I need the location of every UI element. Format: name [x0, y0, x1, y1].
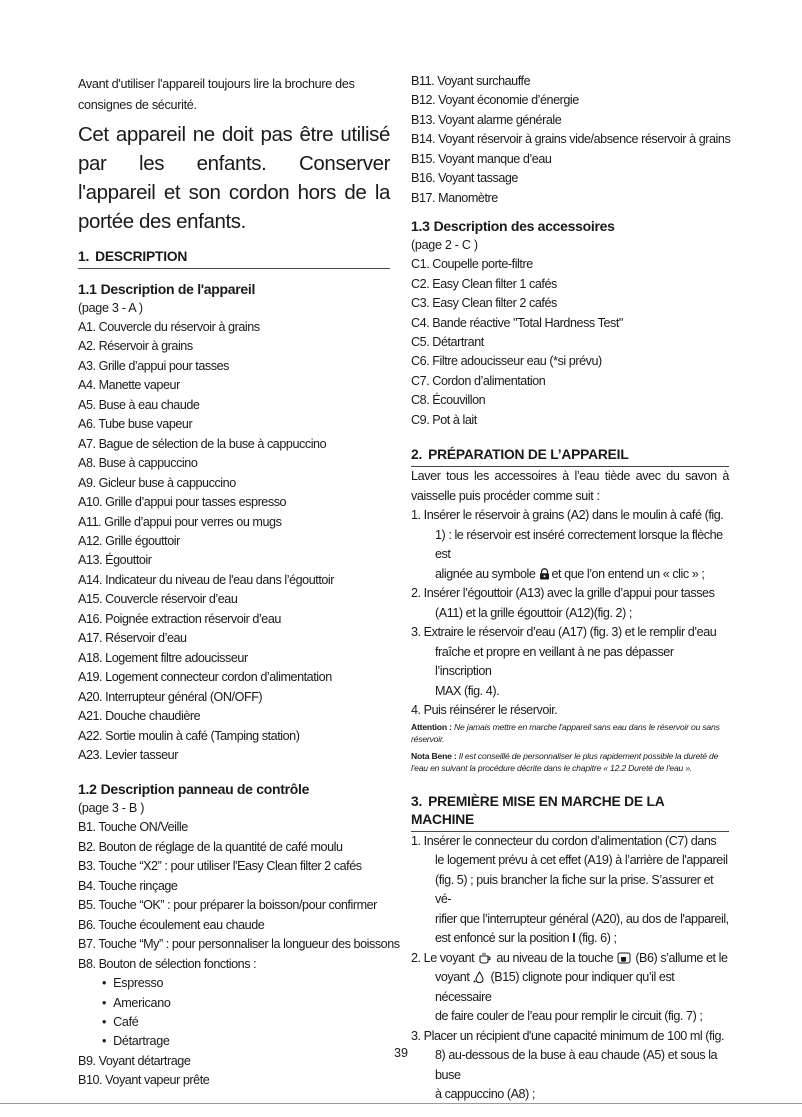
section-title: PREMIÈRE MISE EN MARCHE DE LA MACHINE: [411, 793, 665, 827]
appliance-parts-list: [78, 318, 390, 765]
right-column: [411, 72, 729, 1105]
preparation-intro: Laver tous les accessoires à l’eau tiède avec du savon à vaisselle puis procéder comme suit :: [411, 469, 729, 503]
list-item: A5. Buse à eau chaude: [78, 397, 200, 412]
preparation-step-4: 4. Puis réinsérer le réservoir.: [411, 703, 558, 718]
step-text: et que l’on entend un « clic » ;: [551, 566, 705, 581]
section-number: 3.: [411, 793, 423, 809]
list-item: C9. Pot à lait: [411, 412, 477, 427]
preparation-step-1: [411, 506, 729, 584]
step-text: alignée au symbole: [435, 566, 536, 581]
list-item: A20. Interrupteur général (ON/OFF): [78, 689, 263, 704]
list-item: A1. Couvercle du réservoir à grains: [78, 320, 260, 334]
switch-position: I: [572, 931, 576, 946]
list-item: • Détartrage: [102, 1032, 390, 1051]
left-column: [78, 72, 400, 1091]
list-item: B2. Bouton de réglage de la quantité de café moulu: [78, 839, 343, 854]
step-text: (B15) clignote pour indiquer qu’il est nécessaire: [435, 970, 675, 1004]
nota-bene-note: [411, 750, 729, 775]
control-panel-list-right: [411, 72, 729, 208]
section-1-1-heading: [78, 279, 390, 299]
first-start-step-1: [411, 832, 729, 949]
list-item: A15. Couvercle réservoir d’eau: [78, 592, 238, 607]
step-text-mixed: [411, 951, 728, 965]
section-title: Description panneau de contrôle: [100, 781, 310, 798]
section-1-2-heading: [78, 779, 390, 799]
children-warning: Cet appareil ne doit pas être utilisé par les enfants. Conserver l'appareil et son cordon hors de la portée des enfants.: [78, 123, 390, 233]
step-text: 2. Insérer l’égouttoir (A13) avec la grille d’appui pour tasses: [411, 586, 715, 601]
list-item: C5. Détartrant: [411, 334, 484, 349]
safety-intro: Avant d'utiliser l'appareil toujours lire la brochure des consignes de sécurité.: [78, 77, 355, 112]
step-text: le logement prévu à cet effet (A19) à l’arrière de l'appareil: [435, 853, 728, 868]
step-text-with-icon: [411, 565, 729, 585]
hot-water-cup-icon: [478, 952, 492, 964]
step-text: (A11) et la grille égouttoir (A12)(fig. 2) ;: [435, 605, 632, 620]
list-item: A3. Grille d’appui pour tasses: [78, 358, 230, 373]
list-item: B16. Voyant tassage: [411, 171, 518, 186]
step-text: (fig. 6) ;: [578, 931, 617, 946]
list-item: A4. Manette vapeur: [78, 378, 180, 393]
list-item: C6. Filtre adoucisseur eau (*si prévu): [411, 354, 602, 369]
section-number: 1.3: [411, 218, 430, 235]
step-text: est enfoncé sur la position: [435, 931, 570, 946]
list-item: A23. Levier tasseur: [78, 747, 178, 762]
step-text: au niveau de la touche: [496, 950, 614, 965]
section-title: Description de l'appareil: [100, 281, 256, 297]
step-text: à cappuccino (A8) ;: [435, 1087, 535, 1102]
step-text: 2. Le voyant: [411, 950, 475, 965]
water-shortage-icon: [473, 971, 486, 983]
list-item: A12. Grille égouttoir: [78, 533, 180, 548]
hot-water-button-icon: [617, 952, 631, 964]
section-2-heading: [411, 446, 729, 467]
list-item: B15. Voyant manque d’eau: [411, 151, 552, 166]
list-item: A13. Égouttoir: [78, 553, 152, 568]
list-item: B8. Bouton de sélection fonctions :: [78, 956, 257, 971]
page-reference: (page 3 - A ): [78, 301, 143, 315]
list-item: A14. Indicateur du niveau de l'eau dans l’égouttoir: [78, 572, 335, 587]
step-text: 1) : le réservoir est inséré correctement lorsque la flèche est: [435, 527, 723, 562]
control-panel-list: [78, 818, 400, 974]
step-text: rifier que l’interrupteur général (A20), au dos de l'appareil,: [435, 911, 729, 926]
list-item: A16. Poignée extraction réservoir d’eau: [78, 611, 281, 626]
section-number: 2.: [411, 447, 423, 463]
list-item: • Café: [102, 1013, 390, 1032]
section-1-3-heading: [411, 216, 729, 236]
list-item: • Espresso: [102, 974, 390, 993]
step-text: MAX (fig. 4).: [435, 683, 500, 698]
step-text: 3. Placer un récipient d'une capacité minimum de 100 ml (fig.: [411, 1028, 725, 1043]
list-item: A17. Réservoir d’eau: [78, 631, 187, 646]
section-title: PRÉPARATION DE L’APPAREIL: [428, 447, 629, 463]
list-item: C3. Easy Clean filter 2 cafés: [411, 296, 557, 311]
list-item: C4. Bande réactive "Total Hardness Test": [411, 315, 623, 330]
attention-note: [411, 721, 729, 746]
step-text-mixed: [411, 968, 729, 1007]
step-text: 1. Insérer le réservoir à grains (A2) dans le moulin à café (fig.: [411, 508, 724, 523]
section-title: Description des accessoires: [433, 218, 615, 235]
section-number: 1.2: [78, 781, 97, 798]
list-item: A22. Sortie moulin à café (Tamping station): [78, 728, 300, 743]
list-item: • Americano: [102, 994, 390, 1013]
step-text: (fig. 5) ; puis brancher la fiche sur la prise. S’assurer et vé-: [435, 872, 714, 907]
list-item: B12. Voyant économie d’énergie: [411, 93, 579, 108]
section-1-heading: [78, 248, 390, 269]
nota-bene-text: Il est conseillé de personnaliser le plus rapidement possible la dureté de l'eau en suivant la procédure décrite dans le chapitre « 12.2 Dureté de l'eau ».: [411, 750, 719, 774]
list-item: B13. Voyant alarme générale: [411, 112, 562, 127]
list-item: B14. Voyant réservoir à grains vide/absence réservoir à grains: [411, 132, 731, 147]
list-item: B17. Manomètre: [411, 190, 498, 205]
preparation-step-3: [411, 623, 729, 701]
attention-label: Attention :: [411, 721, 452, 732]
list-item: A7. Bague de sélection de la buse à cappuccino: [78, 436, 327, 451]
first-start-step-3: [411, 1027, 729, 1105]
step-text: de faire couler de l’eau pour remplir le circuit (fig. 7) ;: [435, 1009, 703, 1024]
section-number: 1.1: [78, 281, 97, 297]
list-item: A10. Grille d’appui pour tasses espresso: [78, 495, 287, 510]
accessories-list: [411, 255, 729, 430]
list-item: A21. Douche chaudière: [78, 709, 201, 724]
list-item: C1. Coupelle porte-filtre: [411, 257, 533, 272]
list-item: B9. Voyant détartrage: [78, 1053, 191, 1068]
list-item: A19. Logement connecteur cordon d’alimentation: [78, 670, 332, 685]
list-item: B5. Touche “OK” : pour préparer la boisson/pour confirmer: [78, 898, 377, 913]
list-item: A9. Gicleur buse à cappuccino: [78, 475, 236, 490]
padlock-icon: [539, 568, 550, 580]
footer-rule: [0, 1103, 802, 1104]
step-text: voyant: [435, 970, 470, 985]
step-text-mixed: [411, 929, 729, 949]
section-3-heading: [411, 793, 729, 832]
list-item: C7. Cordon d’alimentation: [411, 373, 546, 388]
list-item: B4. Touche rinçage: [78, 878, 178, 893]
list-item: B6. Touche écoulement eau chaude: [78, 917, 265, 932]
step-text: 3. Extraire le réservoir d’eau (A17) (fig. 3) et le remplir d’eau: [411, 625, 717, 640]
page-reference: (page 3 - B ): [78, 801, 145, 816]
list-item: B11. Voyant surchauffe: [411, 74, 531, 88]
list-item: B10. Voyant vapeur prête: [78, 1073, 210, 1088]
list-item: A8. Buse à cappuccino: [78, 456, 198, 471]
step-text: (B6) s’allume et le: [635, 950, 728, 965]
list-item: A2. Réservoir à grains: [78, 339, 193, 354]
section-number: 1.: [78, 249, 90, 264]
step-text: 8) au-dessous de la buse à eau chaude (A5) et sous la buse: [435, 1048, 718, 1082]
list-item: A6. Tube buse vapeur: [78, 417, 193, 432]
list-item: A18. Logement filtre adoucisseur: [78, 650, 248, 665]
list-item: A11. Grille d’appui pour verres ou mugs: [78, 514, 282, 529]
step-text: fraîche et propre en veillant à ne pas dépasser l’inscription: [435, 644, 674, 679]
page-reference: (page 2 - C ): [411, 238, 478, 253]
attention-text: Ne jamais mettre en marche l'appareil sans eau dans le réservoir ou sans réservoir.: [411, 721, 720, 745]
nota-bene-label: Nota Bene :: [411, 750, 457, 761]
list-item: B1. Touche ON/Veille: [78, 820, 188, 835]
preparation-step-2: [411, 584, 729, 623]
step-text: 1. Insérer le connecteur du cordon d’alimentation (C7) dans: [411, 833, 717, 848]
list-item: B7. Touche “My” : pour personnaliser la longueur des boissons: [78, 937, 400, 952]
page-number: 39: [393, 1046, 408, 1060]
section-title: DESCRIPTION: [95, 249, 188, 264]
list-item: C2. Easy Clean filter 1 cafés: [411, 276, 557, 291]
first-start-step-2: [411, 949, 729, 1027]
list-item: C8. Écouvillon: [411, 393, 486, 408]
function-options-list: [78, 974, 390, 1052]
list-item: B3. Touche “X2” : pour utiliser l'Easy Clean filter 2 cafés: [78, 859, 362, 874]
